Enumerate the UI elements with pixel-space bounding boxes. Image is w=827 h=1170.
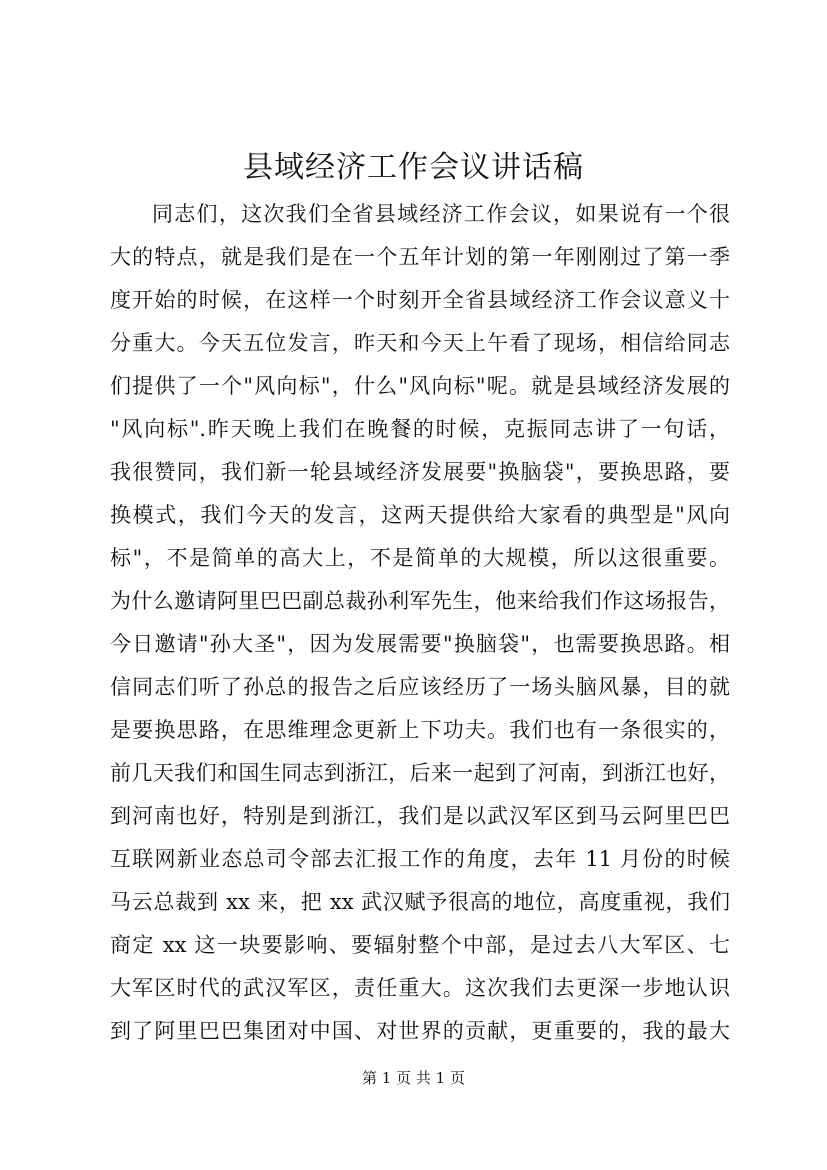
body-line: 同志们，这次我们全省县域经济工作会议，如果说有一个很 (152, 202, 730, 226)
body-line: 前几天我们和国生同志到浙江，后来一起到了河南，到浙江也好， (110, 761, 730, 785)
body-line: 大的特点，就是我们是在一个五年计划的第一年刚刚过了第一季 (110, 245, 730, 269)
document-title: 县域经济工作会议讲话稿 (243, 150, 584, 185)
body-line: 信同志们听了孙总的报告之后应该经历了一场头脑风暴，目的就 (110, 675, 730, 699)
body-line: 今日邀请"孙大圣"，因为发展需要"换脑袋"，也需要换思路。相 (110, 632, 730, 656)
body-line: 分重大。今天五位发言，昨天和今天上午看了现场，相信给同志 (110, 331, 730, 355)
body-line: "风向标".昨天晚上我们在晚餐的时候，克振同志讲了一句话， (110, 417, 730, 441)
body-line: 商定 xx 这一块要影响、要辐射整个中部，是过去八大军区、七 (110, 933, 730, 957)
body-line: 是要换思路，在思维理念更新上下功夫。我们也有一条很实的， (110, 718, 730, 742)
body-line: 大军区时代的武汉军区，责任重大。这次我们去更深一步地认识 (110, 976, 730, 1000)
body-line: 度开始的时候，在这样一个时刻开全省县域经济工作会议意义十 (110, 288, 730, 312)
body-line: 我很赞同，我们新一轮县域经济发展要"换脑袋"，要换思路，要 (110, 460, 730, 484)
body-line: 们提供了一个"风向标"，什么"风向标"呢。就是县域经济发展的 (110, 374, 730, 398)
body-line: 到了阿里巴巴集团对中国、对世界的贡献，更重要的，我的最大 (110, 1019, 730, 1043)
body-line: 到河南也好，特别是到浙江，我们是以武汉军区到马云阿里巴巴 (110, 804, 730, 828)
body-line: 换模式，我们今天的发言，这两天提供给大家看的典型是"风向 (110, 503, 730, 527)
page-footer: 第 1 页 共 1 页 (362, 1069, 465, 1087)
body-line: 马云总裁到 xx 来，把 xx 武汉赋予很高的地位，高度重视，我们 (110, 890, 730, 914)
body-line: 互联网新业态总司令部去汇报工作的角度，去年 11 月份的时候 (110, 847, 730, 871)
body-line: 为什么邀请阿里巴巴副总裁孙利军先生，他来给我们作这场报告， (110, 589, 730, 613)
body-line: 标"，不是简单的高大上，不是简单的大规模，所以这很重要。 (110, 546, 730, 570)
